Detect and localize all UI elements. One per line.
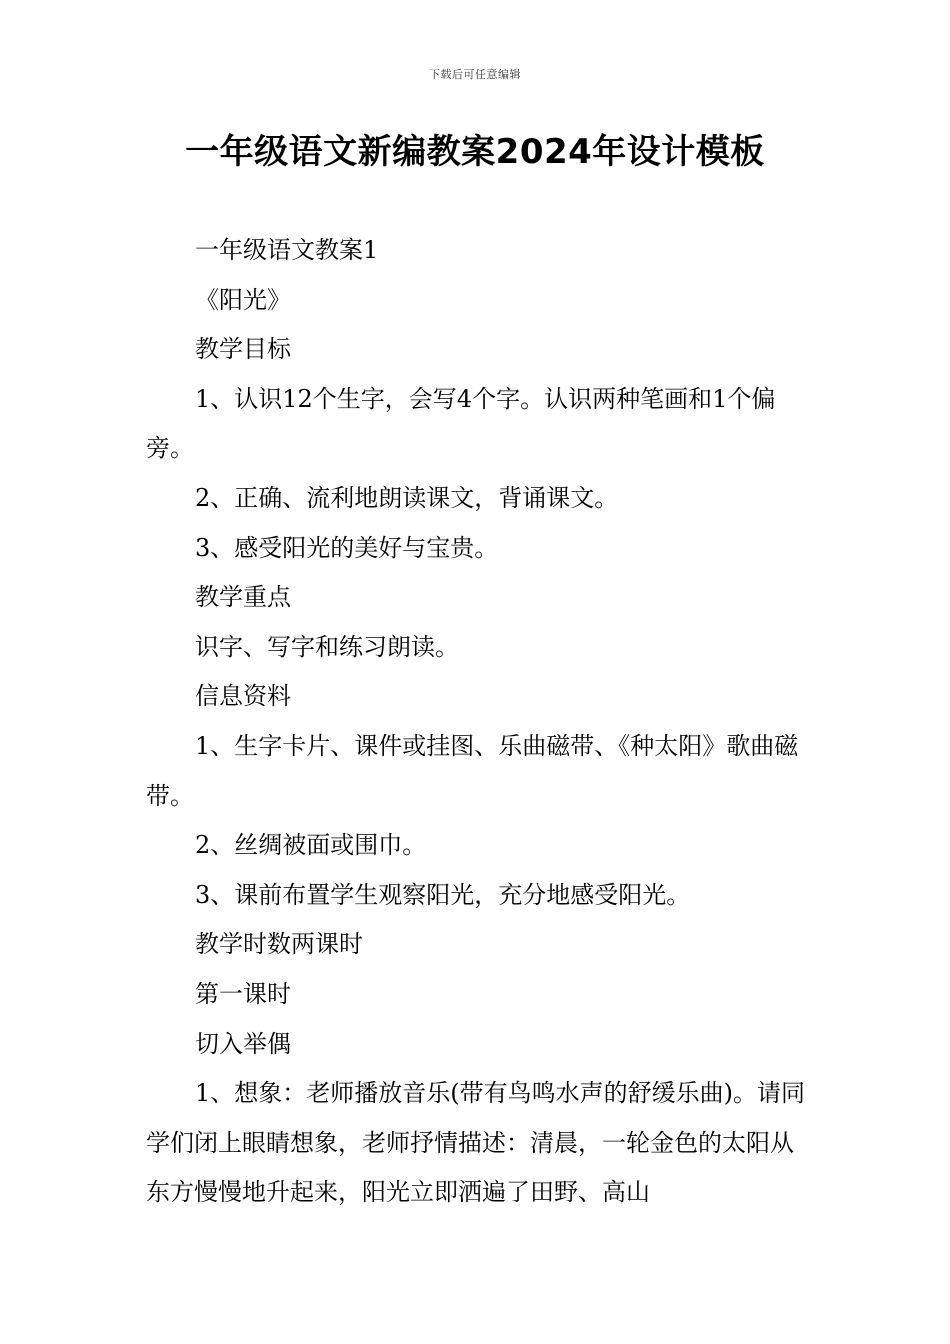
- paragraph-intro-heading: 切入举偶: [195, 1029, 291, 1058]
- paragraph-key-points-heading: 教学重点: [195, 583, 291, 612]
- paragraph-material-1: 1、生字卡片、课件或挂图、乐曲磁带、《种太阳》歌曲磁带。: [146, 731, 799, 810]
- paragraph-objective-3: 3、感受阳光的美好与宝贵。: [195, 533, 499, 562]
- document-title: 一年级语文新编教案2024年设计模板: [185, 132, 765, 172]
- paragraph-objectives-heading: 教学目标: [195, 335, 291, 364]
- document-body: [146, 226, 806, 1218]
- paragraph-intro-1: 1、想象：老师播放音乐(带有鸟鸣水声的舒缓乐曲)。请同学们闭上眼睛想象，老师抒情描述：清晨，一轮金色的太阳从东方慢慢地升起来，阳光立即洒遍了田野、高山: [146, 1079, 805, 1207]
- paragraph-material-2: 2、丝绸被面或围巾。: [195, 831, 427, 860]
- paragraph-key-points: 识字、写字和练习朗读。: [195, 632, 459, 661]
- paragraph-objective-2: 2、正确、流利地朗读课文，背诵课文。: [195, 483, 619, 512]
- paragraph-hours: 教学时数两课时: [195, 930, 363, 959]
- paragraph-lesson-title: 《阳光》: [195, 285, 291, 314]
- paragraph-material-3: 3、课前布置学生观察阳光，充分地感受阳光。: [195, 880, 691, 909]
- paragraph-first-period: 第一课时: [195, 979, 291, 1008]
- paragraph-materials-heading: 信息资料: [195, 682, 291, 711]
- paragraph-objective-1: 1、认识12个生字，会写4个字。认识两种笔画和1个偏旁。: [146, 384, 776, 463]
- header-note: 下载后可任意编辑: [429, 68, 521, 81]
- paragraph-lesson-heading: 一年级语文教案1: [195, 236, 379, 264]
